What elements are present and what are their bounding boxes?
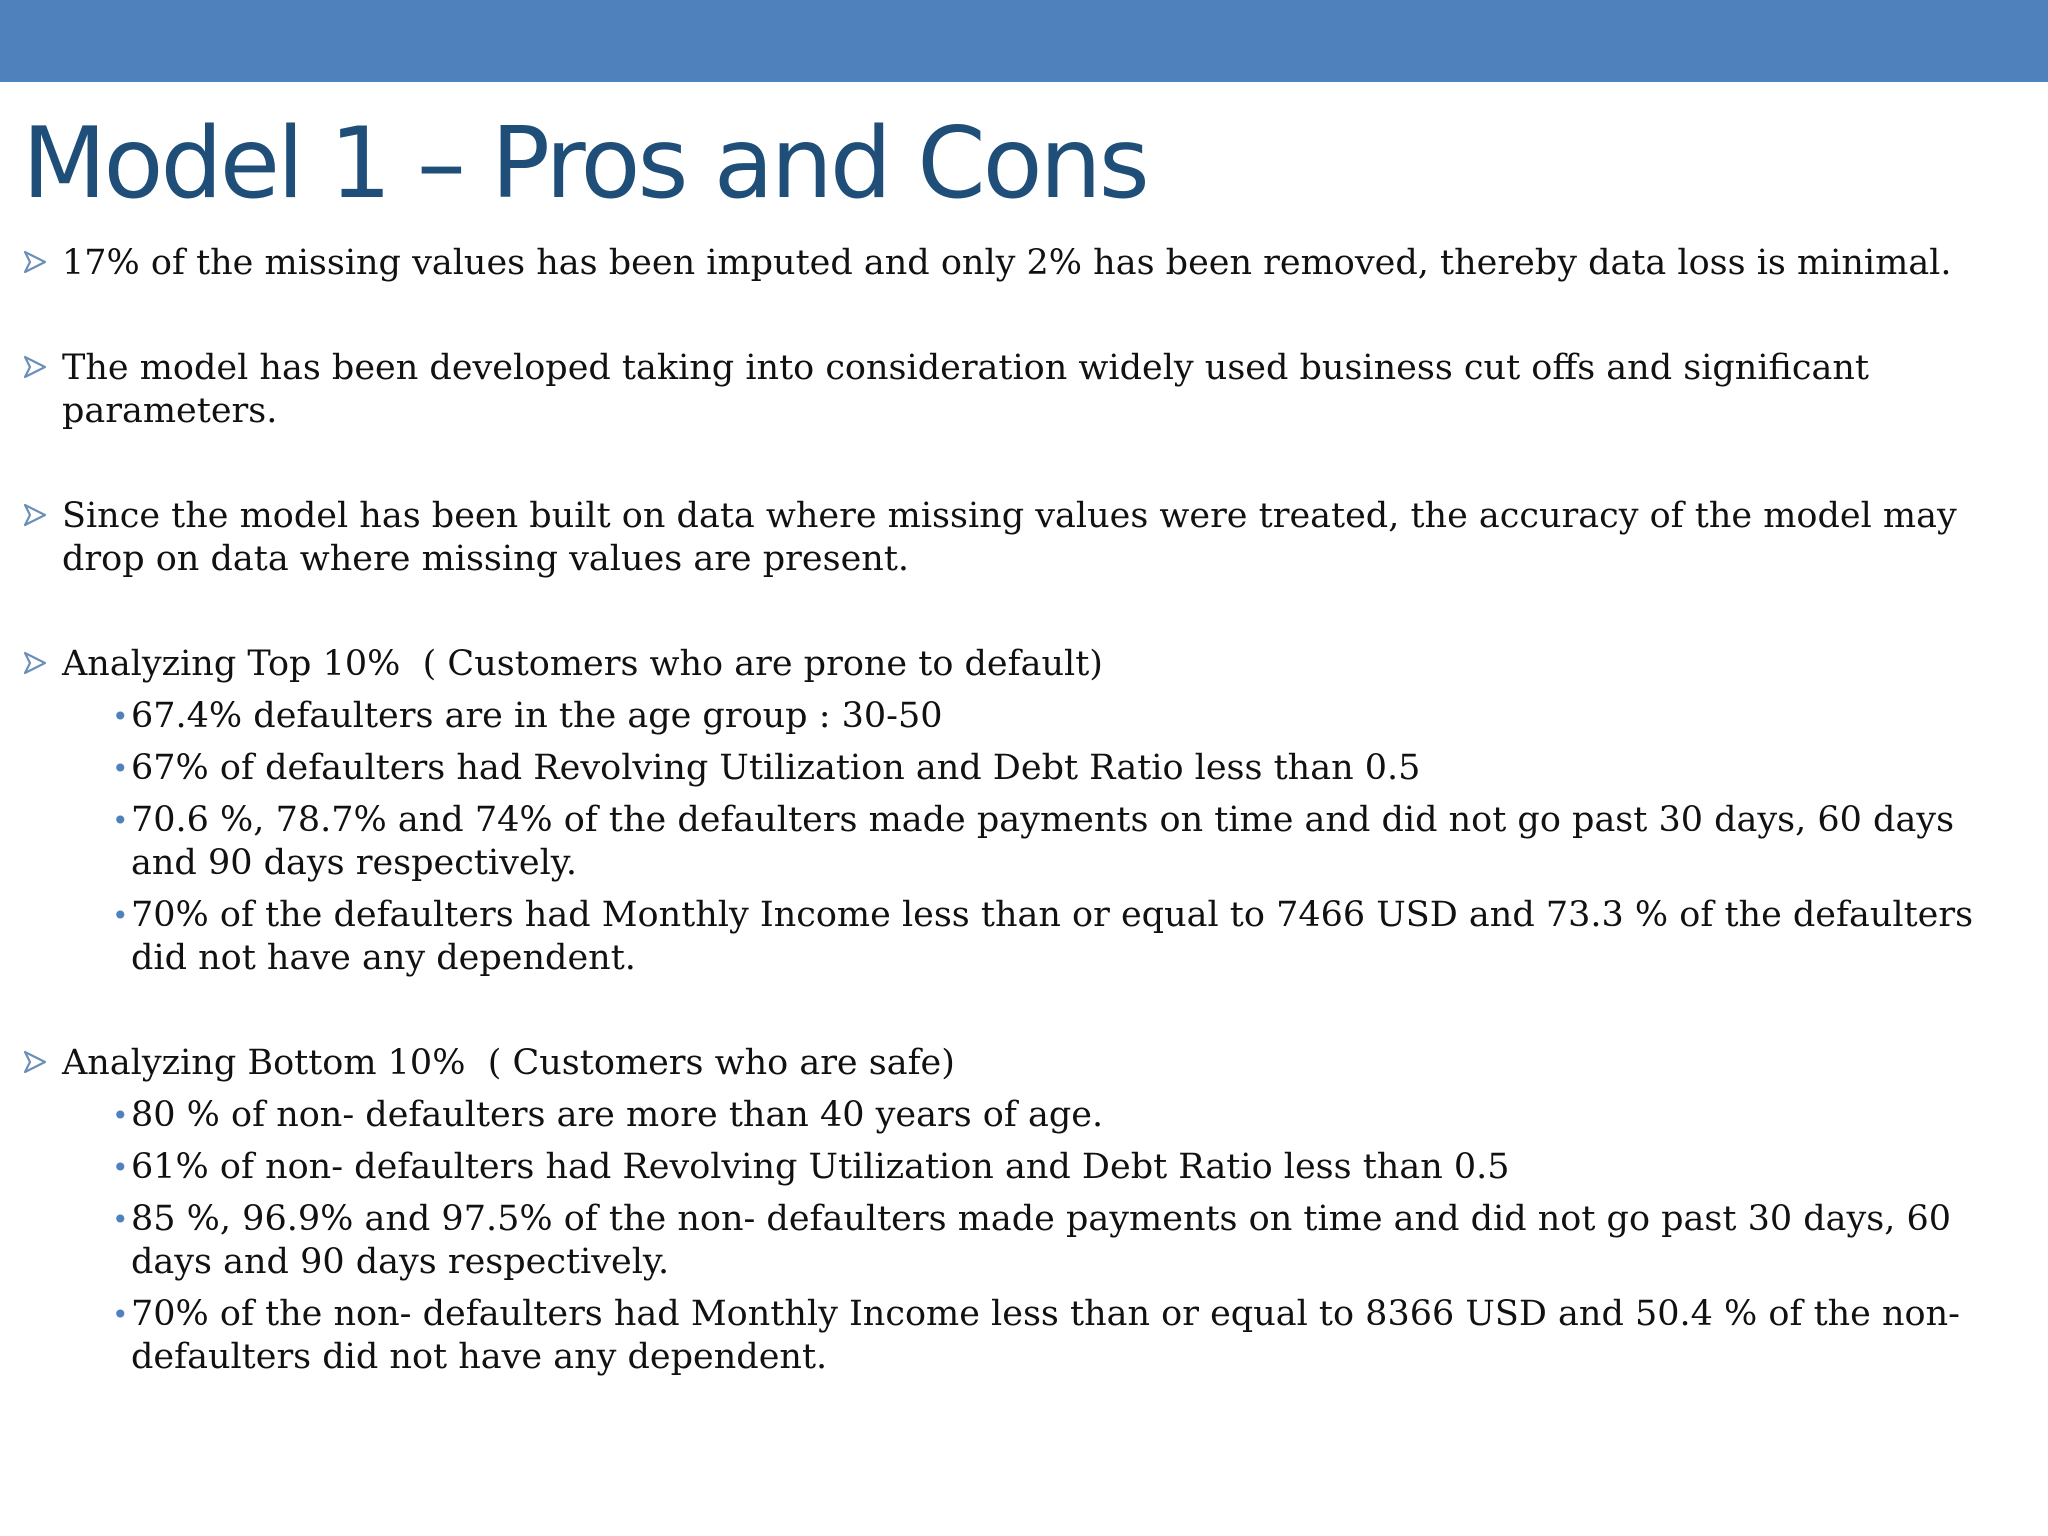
sub-bullet-item [22, 695, 2012, 738]
dot-bullet-icon: • [112, 1151, 129, 1184]
bullet-list [22, 242, 2012, 1379]
sub-bullet-list [62, 1094, 2012, 1379]
bullet-text: Since the model has been built on data where missing values were treated, the accuracy of the model may drop on data where missing values are present. [62, 496, 1968, 579]
dot-bullet-icon: • [112, 804, 129, 837]
bullet-item [22, 495, 2012, 581]
sub-bullet-text: 67.4% defaulters are in the age group : 30-50 [131, 696, 943, 736]
sub-bullet-text: 70% of the non- defaulters had Monthly Income less than or equal to 8366 USD and 50.4 % of the non- defaulters did not have any dependent. [131, 1294, 1960, 1377]
bullet-text: 17% of the missing values has been imputed and only 2% has been removed, thereby data loss is minimal. [62, 243, 1952, 283]
sub-bullet-list [62, 695, 2012, 980]
sub-bullet-item [22, 894, 2012, 980]
sub-bullet-item [22, 1094, 2012, 1137]
dot-bullet-icon: • [112, 1099, 129, 1132]
bullet-item [22, 242, 2012, 285]
sub-bullet-text: 67% of defaulters had Revolving Utilization and Debt Ratio less than 0.5 [131, 748, 1421, 788]
sub-bullet-text: 80 % of non- defaulters are more than 40 years of age. [131, 1095, 1104, 1135]
slide-title: Model 1 – Pros and Cons [22, 107, 1147, 221]
sub-bullet-item [22, 1198, 2012, 1284]
bullet-text: The model has been developed taking into consideration widely used business cut offs and significant parameters. [62, 348, 1881, 431]
bullet-text: Analyzing Bottom 10% ( Customers who are safe) [62, 1043, 955, 1083]
dot-bullet-icon: • [112, 752, 129, 785]
sub-bullet-text: 70% of the defaulters had Monthly Income less than or equal to 7466 USD and 73.3 % of the defaulters did not have any dependent. [131, 895, 1974, 978]
bullet-item [22, 347, 2012, 433]
arrow-bullet-icon [22, 650, 48, 676]
arrow-bullet-icon [22, 502, 48, 528]
bullet-item [22, 1042, 2012, 1379]
sub-bullet-item [22, 1146, 2012, 1189]
sub-bullet-item [22, 747, 2012, 790]
dot-bullet-icon: • [112, 700, 129, 733]
arrow-bullet-icon [22, 354, 48, 380]
sub-bullet-text: 85 %, 96.9% and 97.5% of the non- defaulters made payments on time and did not go past 30 days, 60 days and 90 days respectively. [131, 1199, 1952, 1282]
sub-bullet-item [22, 1293, 2012, 1379]
dot-bullet-icon: • [112, 1298, 129, 1331]
bullet-text: Analyzing Top 10% ( Customers who are prone to default) [62, 644, 1103, 684]
dot-bullet-icon: • [112, 899, 129, 932]
header-band [0, 0, 2048, 82]
dot-bullet-icon: • [112, 1203, 129, 1236]
sub-bullet-text: 61% of non- defaulters had Revolving Utilization and Debt Ratio less than 0.5 [131, 1147, 1510, 1187]
bullet-item [22, 643, 2012, 980]
sub-bullet-item [22, 799, 2012, 885]
arrow-bullet-icon [22, 249, 48, 275]
sub-bullet-text: 70.6 %, 78.7% and 74% of the defaulters made payments on time and did not go past 30 days, 60 days and 90 days respectively. [131, 800, 1955, 883]
arrow-bullet-icon [22, 1049, 48, 1075]
